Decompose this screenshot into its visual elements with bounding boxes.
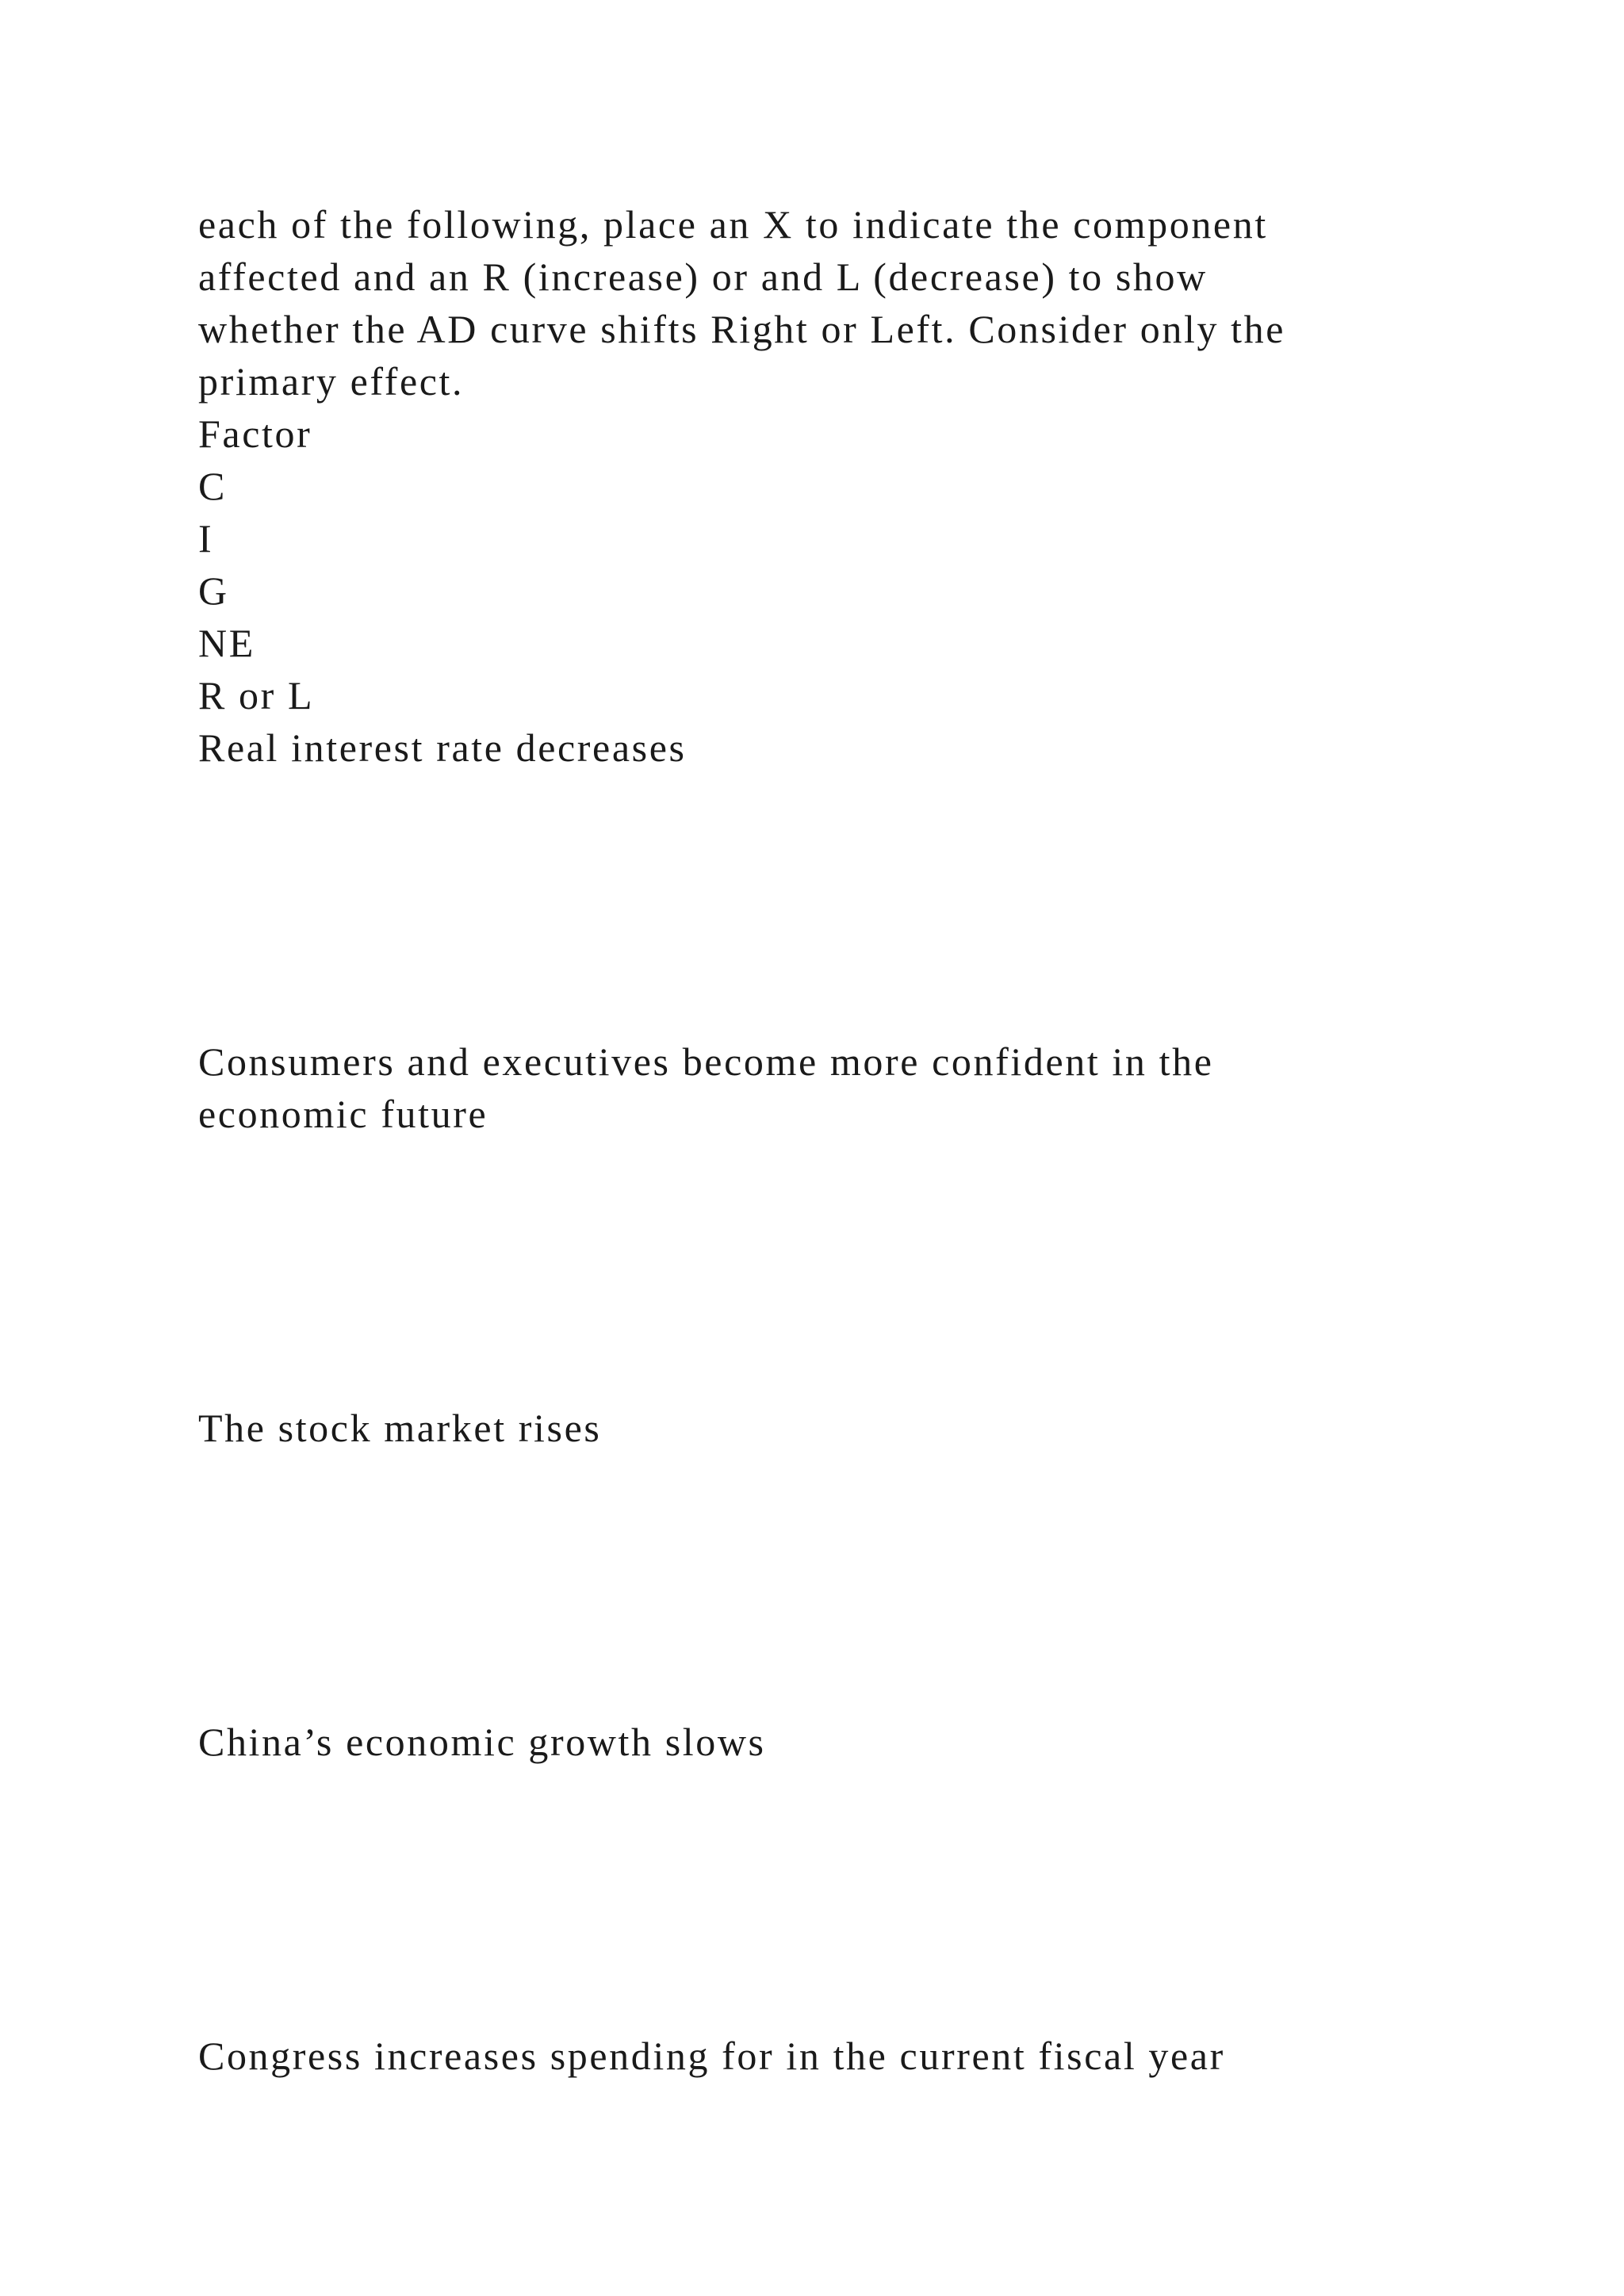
column-header-factor: Factor xyxy=(198,411,312,456)
instruction-line: whether the AD curve shifts Right or Left. Consider only the xyxy=(198,307,1286,351)
instruction-line: affected and an R (increase) or and L (decrease) to show xyxy=(198,254,1208,299)
column-header-r-or-l: R or L xyxy=(198,673,315,718)
column-header-ne: NE xyxy=(198,621,255,665)
factor-text: China’s economic growth slows xyxy=(198,1720,766,1764)
instruction-line: each of the following, place an X to indicate the component xyxy=(198,202,1268,247)
column-header-c: C xyxy=(198,464,227,508)
column-header-i: I xyxy=(198,516,214,561)
factor-text: economic future xyxy=(198,1092,488,1136)
factor-text: Real interest rate decreases xyxy=(198,725,687,770)
instruction-line: primary effect. xyxy=(198,359,465,404)
factor-text: The stock market rises xyxy=(198,1406,602,1450)
factor-text: Congress increases spending for in the current fiscal year xyxy=(198,2034,1225,2078)
factor-text: Consumers and executives become more confident in the xyxy=(198,1039,1214,1084)
column-header-g: G xyxy=(198,568,229,613)
